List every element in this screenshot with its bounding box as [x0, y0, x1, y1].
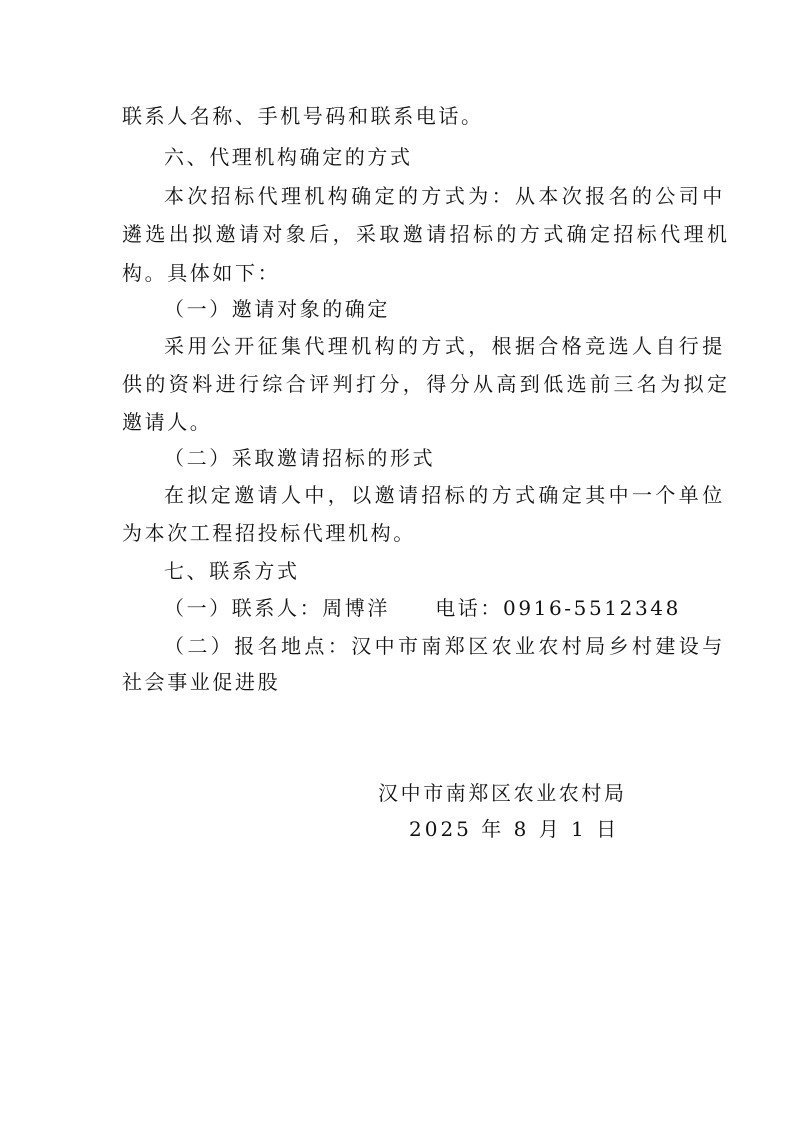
body-line: 邀请人。 [122, 410, 213, 434]
section-heading-6: 六、代理机构确定的方式 [164, 145, 413, 169]
address-line: （二）报名地点：汉中市南郑区农业农村局乡村建设与 [164, 634, 726, 658]
section-heading-7: 七、联系方式 [164, 559, 300, 583]
body-line: 联系人名称、手机号码和联系电话。 [122, 104, 484, 128]
body-line: 本次招标代理机构确定的方式为：从本次报名的公司中 [164, 184, 726, 208]
body-line: 遴选出拟邀请对象后，采取邀请招标的方式确定招标代理机 [122, 222, 731, 246]
subsection-heading: （二）采取邀请招标的形式 [164, 446, 436, 470]
subsection-heading: （一）邀请对象的确定 [164, 297, 390, 321]
contact-line: （一）联系人：周博洋 电话：0916-5512348 [164, 596, 681, 620]
body-line: 采用公开征集代理机构的方式，根据合格竞选人自行提 [164, 334, 726, 358]
body-line: 构。具体如下： [122, 261, 281, 285]
body-line: 社会事业促进股 [122, 670, 281, 694]
body-line: 在拟定邀请人中，以邀请招标的方式确定其中一个单位 [164, 483, 726, 507]
signature-organization: 汉中市南郑区农业农村局 [378, 781, 627, 805]
body-line: 为本次工程招投标代理机构。 [122, 521, 416, 545]
signature-date: 2025 年 8 月 1 日 [409, 817, 620, 841]
body-line: 供的资料进行综合评判打分，得分从高到低选前三名为拟定 [122, 372, 731, 396]
